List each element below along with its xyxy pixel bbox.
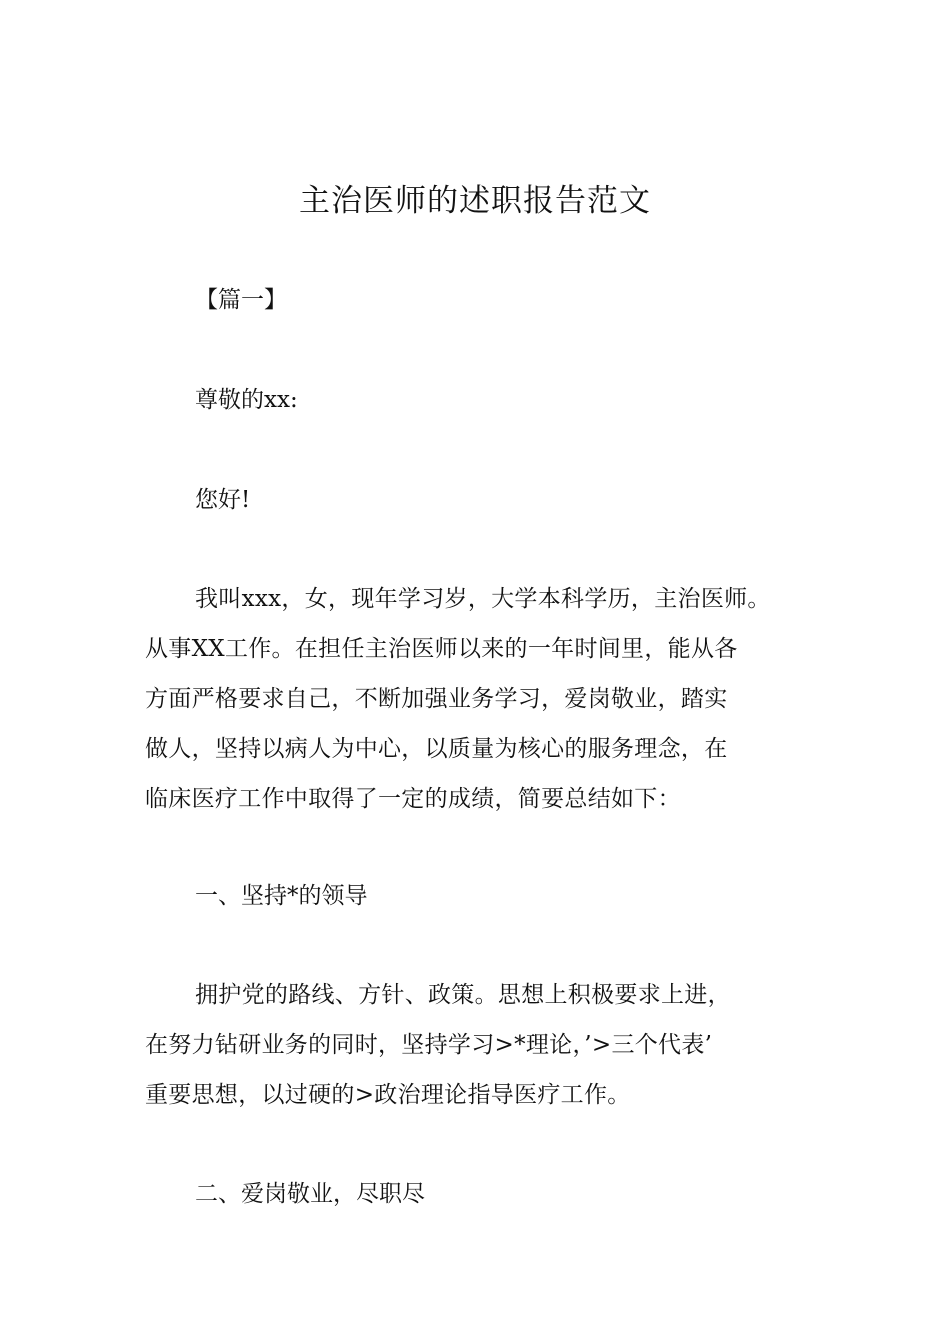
- paragraph-line: 临床医疗工作中取得了一定的成绩，简要总结如下：: [145, 786, 681, 812]
- document-title: 主治医师的述职报告范文: [299, 183, 651, 219]
- paragraph-line: 拥护党的路线、方针、政策。思想上积极要求上进，: [195, 982, 731, 1008]
- salutation: 尊敬的xx:: [195, 387, 298, 413]
- paragraph-line: 我叫xxx，女，现年学习岁，大学本科学历，主治医师。: [195, 586, 771, 612]
- section-heading-2: 二、爱岗敬业，尽职尽: [195, 1181, 425, 1207]
- section-1-paragraph: [145, 970, 835, 1120]
- paragraph-line: 做人，坚持以病人为中心，以质量为核心的服务理念，在: [145, 736, 728, 762]
- section-marker: 【篇一】: [195, 287, 287, 313]
- section-heading-1: 一、坚持*的领导: [195, 883, 368, 909]
- paragraph-line: 在努力钻研业务的同时，坚持学习>*理论，’>三个代表’: [145, 1032, 713, 1058]
- paragraph-line: 从事XX工作。在担任主治医师以来的一年时间里，能从各: [145, 636, 738, 662]
- greeting: 您好!: [195, 487, 251, 513]
- paragraph-line: 方面严格要求自己，不断加强业务学习，爱岗敬业，踏实: [145, 686, 728, 712]
- intro-paragraph: [145, 574, 835, 824]
- paragraph-line: 重要思想，以过硬的>政治理论指导医疗工作。: [145, 1082, 631, 1108]
